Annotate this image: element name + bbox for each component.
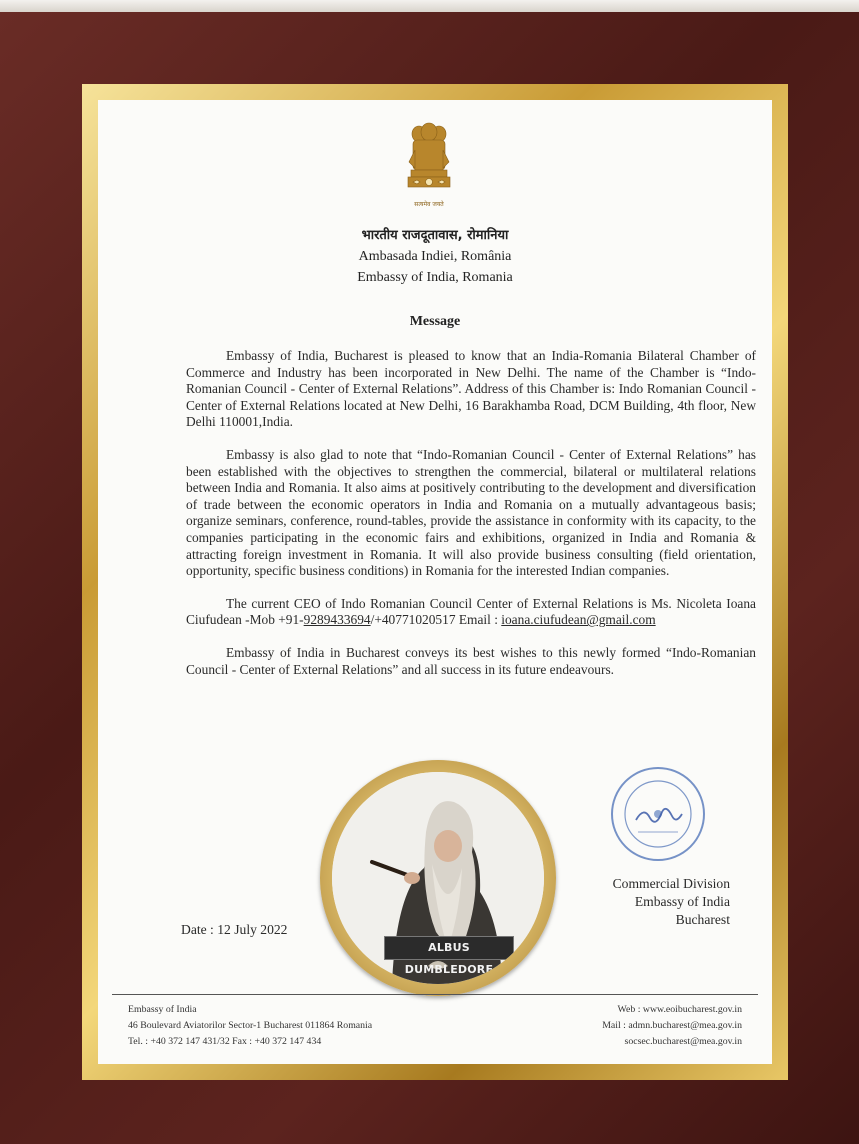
footer-address (128, 1002, 372, 1050)
ceo-text: The current CEO of Indo Romanian Council Center of External Relations is Ms. Nicoleta Ioana Ciufudean -Mob +91- (186, 595, 756, 628)
paragraph-3 (186, 596, 756, 629)
wall-background (0, 0, 859, 12)
phone-rest: /+40771020517 Email : (370, 612, 502, 628)
footer-mail-2[interactable]: socsec.bucharest@mea.gov.in (624, 1036, 742, 1047)
dumbledore-coin-image (320, 760, 556, 996)
svg-text:सत्यमेव जयते: सत्यमेव जयते (414, 201, 444, 208)
signature-line-2: Embassy of India (634, 894, 730, 909)
footer-website[interactable]: Web : www.eoibucharest.gov.in (617, 1004, 742, 1015)
letterhead-romanian: Ambasada Indiei, România (358, 249, 512, 264)
letterhead-hindi: भारतीय राजदूतावास, रोमानिया (361, 228, 509, 243)
footer-divider (112, 994, 758, 995)
letterhead-english: Embassy of India, Romania (357, 270, 513, 285)
signature-line-3: Bucharest (675, 912, 730, 927)
national-emblem-icon (405, 122, 453, 212)
letter-date: Date : 12 July 2022 (181, 922, 288, 937)
paragraph-2: Embassy is also glad to note that “Indo-Romanian Council - Center of External Relations” has been established with the objectives to strengthen the commercial, bilateral or multilateral relations between India and Romania. It also aims at positively contributing to the development and diversification of trade between the economic operators in India and Romania on a mutually advantageous basis; organize seminars, conference, round-tables, provide the assistance in conformity with its capacity, to the companies participating in the economic fairs and exhibitions, organized in India and Romania & attracting foreign investment in Romania. It will also provide business consulting (field orientation, opportunity, specific business conditions) in Romania for the interested Indian companies. (186, 446, 756, 579)
signature-line-1: Commercial Division (612, 876, 730, 891)
message-title: Message (409, 314, 461, 329)
email-link[interactable]: ioana.ciufudean@gmail.com (501, 612, 656, 628)
phone-link[interactable]: 9289433694 (303, 612, 371, 628)
message-body (186, 348, 756, 694)
footer-left-3: Tel. : +40 372 147 431/32 Fax : +40 372 147 434 (128, 1036, 322, 1047)
coin-portrait (332, 772, 544, 984)
footer-mail-1[interactable]: Mail : admn.bucharest@mea.gov.in (602, 1020, 742, 1031)
footer-left-1: Embassy of India (128, 1004, 197, 1015)
embassy-stamp-icon (608, 764, 708, 864)
paragraph-1: Embassy of India, Bucharest is pleased to know that an India-Romania Bilateral Chamber of Commerce and Industry has been incorporated in New Delhi. The name of the Chamber is “Indo-Romanian Council - Center of External Relations”. Address of this Chamber is: Indo Romanian Council - Center of External Relations located at New Delhi, 16 Barakhamba Road, DCM Building, 4th floor, New Delhi 110001,India. (186, 348, 756, 430)
coin-banner-label: ALBUS DUMBLEDORE (384, 936, 514, 960)
paragraph-4: Embassy of India in Bucharest conveys its best wishes to this newly formed “Indo-Romanian Council - Center of External Relations” and all success in its future endeavours. (186, 644, 756, 677)
letter-paper (98, 100, 772, 1064)
footer-contact (602, 1002, 742, 1050)
signature-block (570, 875, 730, 929)
footer-left-2: 46 Boulevard Aviatorilor Sector-1 Bucharest 011864 Romania (128, 1020, 373, 1031)
